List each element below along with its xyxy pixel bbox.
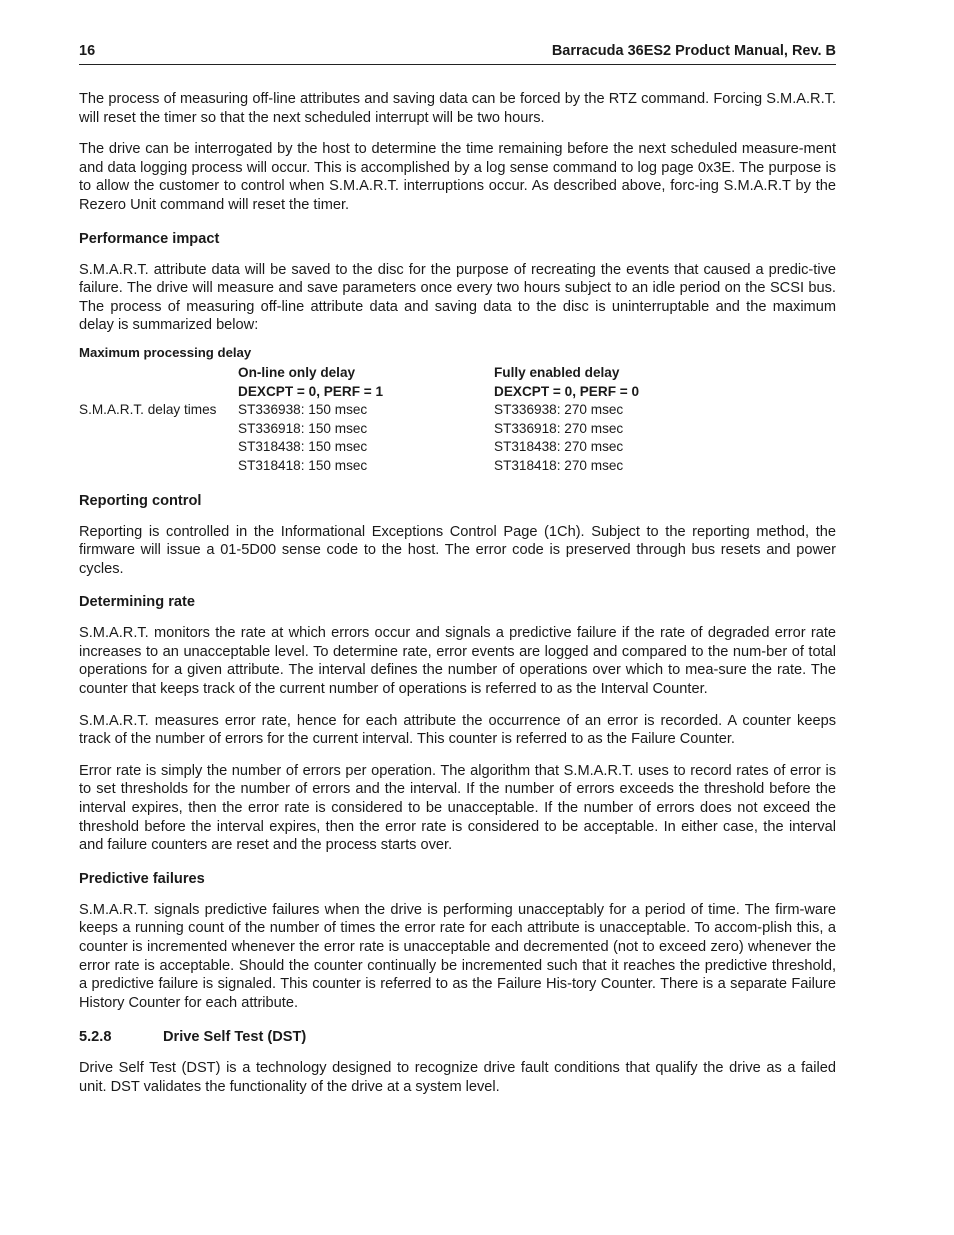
row-label: S.M.A.R.T. delay times xyxy=(79,402,217,418)
section-title: Drive Self Test (DST) xyxy=(163,1029,307,1046)
paragraph-performance: S.M.A.R.T. attribute data will be saved to the disc for the purpose of recreating the events that caused a predic-tive failure. The drive will measure and save parameters once every two hours subject to an idle period on the SCSI bus. The process of measuring off-line attribute data and saving data to the disc is uninterruptable and the maximum delay is summarized below: xyxy=(79,261,836,334)
full-delay-cell: ST336938: 270 msec xyxy=(494,402,624,418)
online-delay-cell: ST336938: 150 msec xyxy=(238,402,368,418)
table-row xyxy=(79,420,639,439)
col-full-subheading: DEXCPT = 0, PERF = 0 xyxy=(494,383,640,399)
table-empty-cell xyxy=(79,457,238,476)
online-delay-cell: ST318418: 150 msec xyxy=(238,457,368,473)
paragraph-error-rate: Error rate is simply the number of errors per operation. The algorithm that S.M.A.R.T. uses to record rates of error is to set thresholds for the number of errors and the interval. If the number of errors exceeds the threshold before the interval expires, then the error rate is considered to be unacceptable. If the number of errors does not exceed the threshold before the interval expires, then the error rate is considered to be acceptable. In either case, the interval and failure counters are reset and the process starts over. xyxy=(79,762,836,854)
paragraph-dst: Drive Self Test (DST) is a technology designed to recognize drive fault conditions that qualify the drive as a failed unit. DST validates the functionality of the drive at a system level. xyxy=(79,1060,836,1095)
heading-max-processing-delay: Maximum processing delay xyxy=(79,344,252,360)
full-delay-cell: ST318438: 270 msec xyxy=(494,439,624,455)
heading-performance-impact: Performance impact xyxy=(79,230,220,247)
paragraph-rate-monitoring: S.M.A.R.T. monitors the rate at which errors occur and signals a predictive failure if the rate of degraded error rate increases to an unacceptable level. To determine rate, error events are logged and compared to the num-ber of total operations for a given attribute. The interval defines the number of operations over which to mea-sure the rate. The counter that keeps track of the current number of operations is referred to as the Interval Counter. xyxy=(79,625,836,698)
online-delay-cell: ST336918: 150 msec xyxy=(238,420,368,436)
page-header xyxy=(79,40,836,65)
table-header-row xyxy=(79,364,639,383)
heading-reporting-control: Reporting control xyxy=(79,492,202,509)
col-online-heading: On-line only delay xyxy=(238,364,356,380)
page-number: 16 xyxy=(79,43,96,59)
paragraph-interrogation: The drive can be interrogated by the host to determine the time remaining before the next scheduled measure-ment and data logging process will occur. This is accomplished by a log sense command to log page 0x3E. The purpose is to allow the customer to control when S.M.A.R.T. interruptions occur. As described above, forc-ing S.M.A.R.T by the Rezero Unit command will reset the timer. xyxy=(79,141,836,213)
heading-predictive-failures: Predictive failures xyxy=(79,870,205,887)
paragraph-rtz: The process of measuring off-line attributes and saving data can be forced by the RTZ command. Forcing S.M.A.R.T. will reset the timer so that the next scheduled interrupt will be two hours. xyxy=(79,91,836,126)
delay-table xyxy=(79,364,639,476)
table-row xyxy=(79,457,639,476)
heading-drive-self-test xyxy=(79,1028,836,1046)
table-empty-cell xyxy=(79,438,238,457)
col-online-subheading: DEXCPT = 0, PERF = 1 xyxy=(238,383,384,399)
manual-page xyxy=(79,40,836,1097)
table-empty-cell xyxy=(79,364,238,383)
heading-determining-rate: Determining rate xyxy=(79,594,195,611)
online-delay-cell: ST318438: 150 msec xyxy=(238,439,368,455)
table-header-row xyxy=(79,383,639,402)
full-delay-cell: ST336918: 270 msec xyxy=(494,420,624,436)
paragraph-failure-counter: S.M.A.R.T. measures error rate, hence for each attribute the occurrence of an error is recorded. A counter keeps track of the number of errors for the current interval. This counter is referred to as the Failure Counter. xyxy=(79,712,836,748)
full-delay-cell: ST318418: 270 msec xyxy=(494,457,624,473)
table-row xyxy=(79,438,639,457)
table-empty-cell xyxy=(79,420,238,439)
manual-title: Barracuda 36ES2 Product Manual, Rev. B xyxy=(551,43,836,59)
paragraph-reporting: Reporting is controlled in the Informational Exceptions Control Page (1Ch). Subject to the reporting method, the firmware will issue a 01-5D00 sense code to the host. The error code is preserved through bus resets and power cycles. xyxy=(79,523,836,577)
table-row xyxy=(79,401,639,420)
col-full-heading: Fully enabled delay xyxy=(494,364,620,380)
table-empty-cell xyxy=(79,383,238,402)
paragraph-predictive-failures: S.M.A.R.T. signals predictive failures when the drive is performing unacceptably for a period of time. The firm-ware keeps a running count of the number of times the error rate for each attribute is unacceptable. To accom-plish this, a counter is incremented whenever the error rate is unacceptable and decremented (not to exceed zero) whenever the error rate is acceptable. Should the counter continually be incremented such that it reaches the predictive threshold, a predictive failure is signaled. This counter is referred to as the Failure His-tory Counter. There is a separate Failure History Counter for each attribute. xyxy=(79,901,836,1011)
section-number: 5.2.8 xyxy=(79,1029,112,1046)
